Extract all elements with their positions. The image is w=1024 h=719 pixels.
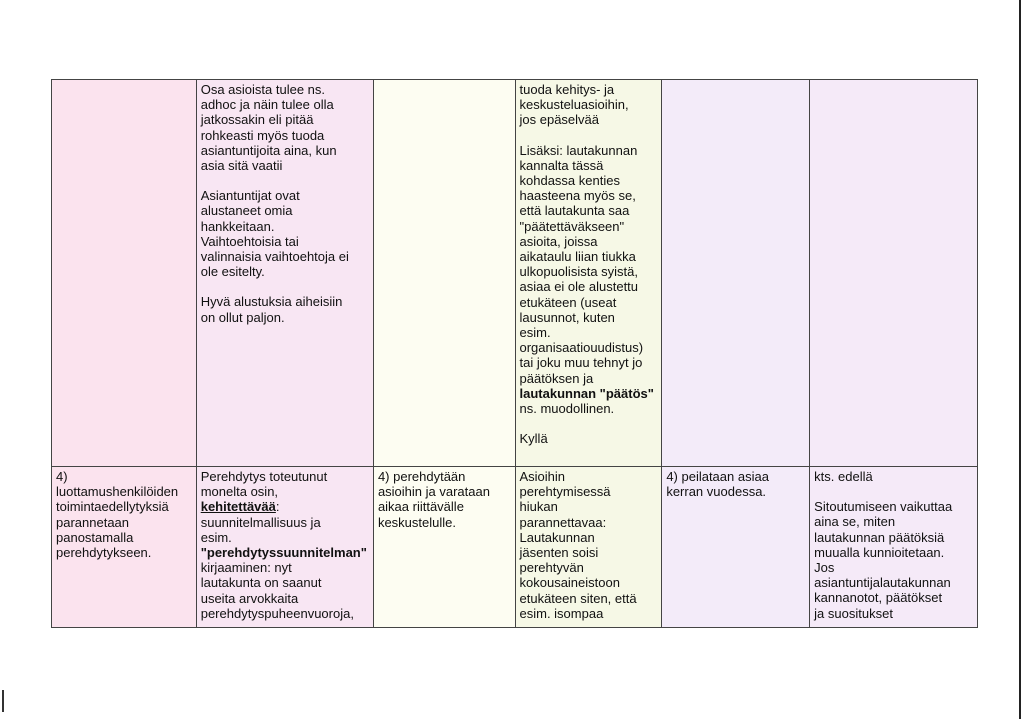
cell-comments	[515, 80, 662, 467]
cell-text-part: Lisäksi: lautakunnan kannalta tässä kohdassa kenties haasteena myös se, että lautakunta saa "päätettäväkseen" asioita, joissa aikataulu liian tiukka ulkopuolisista syistä, asiaa ei ole alustettu etukäteen (useat lausunnot, kuten esim. organisaatiouudistus) tai joku muu tehnyt jo päätöksen ja	[519, 142, 644, 386]
cell-text: Kyllä	[519, 431, 548, 447]
cell-text-part: suunnitelmallisuus ja esim.	[200, 514, 321, 545]
evaluation-table	[51, 79, 978, 628]
cell-text: kts. edellä	[814, 469, 873, 484]
cell-text-part: Perehdytys toteutunut monelta osin,	[200, 469, 328, 500]
cell-action	[373, 80, 515, 467]
cell-notes	[810, 80, 978, 467]
cell-text: 4) perehdytään asioihin ja varataan aikaa riittävälle keskustelulle.	[377, 469, 490, 530]
cell-text	[201, 469, 369, 621]
cell-text	[520, 143, 658, 417]
cell-followup	[662, 467, 810, 628]
cell-text: Osa asioista tulee ns. adhoc ja näin tulee olla jatkossakin eli pitää rohkeasti myös tuoda asiantuntijoita aina, kun asia sitä vaatii	[200, 82, 337, 174]
cell-text: 4) luottamushenkilöiden toimintaedellytyksiä parannetaan panostamalla perehdytykseen.	[56, 469, 179, 561]
page-edge-line	[1019, 0, 1021, 719]
cell-assessment	[196, 467, 373, 628]
cell-text-part: ns. muodollinen.	[519, 401, 615, 417]
table-row	[52, 467, 978, 628]
cell-text-part: :	[275, 499, 280, 515]
cell-comments	[515, 467, 662, 628]
cell-text: Asioihin perehtymisessä hiukan parannettavaa: Lautakunnan jäsenten soisi perehtyvän kokousaineistoon etukäteen siten, että esim. isompaa	[519, 469, 637, 621]
underlined-text: kehitettävää	[200, 499, 276, 515]
cell-text: Asiantuntijat ovat alustaneet omia hankkeitaan. Vaihtoehtoisia tai valinnaisia vaihtoehtoja ei ole esitelty.	[200, 188, 349, 280]
bold-text: lautakunnan "päätös"	[519, 385, 654, 401]
cell-assessment	[196, 80, 373, 467]
cell-goal	[52, 467, 197, 628]
cell-text: 4) peilataan asiaa kerran vuodessa.	[666, 469, 769, 500]
bold-text: "perehdytyssuunnitelman"	[200, 545, 367, 561]
cell-text-part: kirjaaminen: nyt lautakunta on saanut useita arvokkaita perehdytyspuheenvuoroja,	[200, 560, 354, 621]
cell-action	[373, 467, 515, 628]
cell-notes	[810, 467, 978, 628]
cell-text: Sitoutumiseen vaikuttaa aina se, miten lautakunnan päätöksiä muualla kunnioitetaan. Jos asiantuntijalautakunnan kannanotot, päätökset ja suositukset	[814, 499, 953, 621]
page-margin-mark	[2, 690, 4, 712]
cell-followup	[662, 80, 810, 467]
cell-text: tuoda kehitys- ja keskusteluasioihin, jos epäselvää	[519, 82, 629, 128]
cell-goal	[52, 80, 197, 467]
cell-text: Hyvä alustuksia aiheisiin on ollut paljon.	[200, 294, 343, 325]
table-row	[52, 80, 978, 467]
